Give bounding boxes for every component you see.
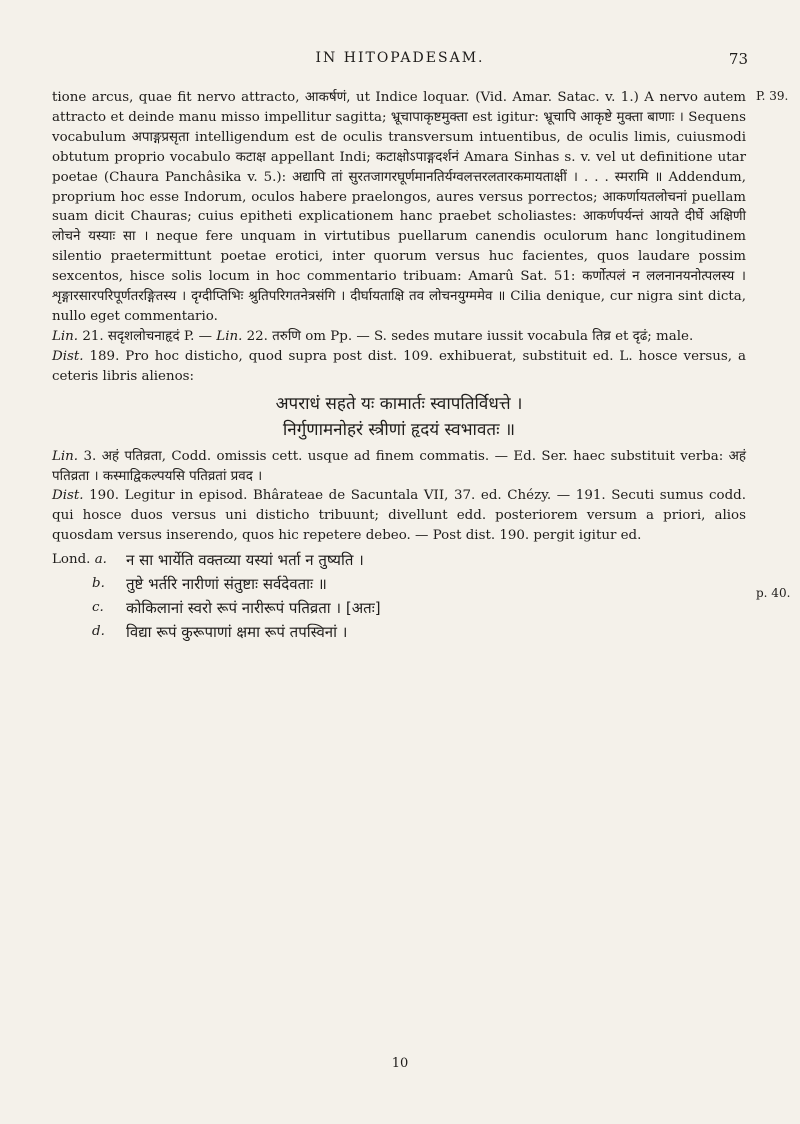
verse-line: Lond. a. न सा भार्येति वक्तव्या यस्यां भर्ता न तुष्यति । xyxy=(52,551,364,570)
inserted-verse xyxy=(52,391,746,443)
margin-note-p39: P. 39. xyxy=(756,89,789,103)
margin-note-p40: p. 40. xyxy=(756,586,791,600)
commentary-paragraph: tione arcus, quae fit nervo attracto, आकर्षणं, ut Indice loquar. (Vid. Amar. Satac. v. 1.) A nervo autem attracto et deinde manu misso impellitur sagitta; भ्रूचापाकृष्टमुक्ता est igitur: भ्रूचापि आकृष्टे मुक्ता बाणाः । Sequens vocabulum अपाङ्गप्रसृता intelligendum est de oculis transversum intuentibus, de oculis limis, cuiusmodi obtutum proprio vocabulo कटाक्ष appellant Indi; कटाक्षोऽपाङ्गदर्शनं Amara Sinhas s. v. vel ut definitione utar poetae (Chaura Panchâsika v. 5.): अद्यापि तां सुरतजागरघूर्णमानतिर्यग्वलत्तरलतारकमायताक्षीं । . . . स्मरामि ॥ Addendum, proprium hoc esse Indorum, oculos habere praelongos, aures versus porrectos; आकर्णायतलोचनां puellam suam dicit Chauras; cuius epitheti explicationem hanc praebet scholiastes: आकर्णपर्यन्तं आयते दीर्घे अक्षिणी लोचने यस्याः सा । neque fere unquam in virtutibus puellarum canendis oculorum hanc longitudinem silentio praetermittunt poetae erotici, inter quorum versus huc facientes, quos laudare possim sexcentos, hisce solis locum in hoc commentario tribuam: Amarû Sat. 51: कर्णोत्पलं न ललनानयनोत्पलस्य । शृङ्गारसारपरिपूर्णतरङ्गितस्य । दृग्दीप्तिभिः श्रुतिपरिगतनेत्रसंगि । दीर्घायताक्षि तव लोचनयुग्ममेव ॥ Cilia denique, cur nigra sint dicta, nullo eget commentario. xyxy=(52,90,746,324)
running-header xyxy=(0,50,800,76)
page-body xyxy=(52,88,746,646)
verse-line: अपराधं सहते यः कामार्तः स्वापतिर्विधत्ते । xyxy=(275,393,523,414)
page-number: 73 xyxy=(728,50,748,68)
london-edition-verses xyxy=(52,548,746,644)
note-dist-189: Dist. 189. Pro hoc disticho, quod supra post dist. 109. exhibuerat, substituit ed. L. hosce versus, a ceteris libris alienos: xyxy=(52,348,746,384)
verse-line: d. विद्या रूपं कुरूपाणां क्षमा रूपं तपस्विनां । xyxy=(92,623,348,642)
signature-mark: 10 xyxy=(391,1056,409,1071)
verse-line: b. तुष्टे भर्तरि नारीणां संतुष्टाः सर्वदेवताः ॥ xyxy=(92,575,327,594)
note-line-21-22: Lin. 21. सदृशलोचनाहृदं P. — Lin. 22. तरुणि om Pp. — S. sedes mutare iussit vocabula तिव्र et दृढं; male. xyxy=(52,328,694,344)
note-line-3: Lin. 3. अहं पतिव्रता, Codd. omissis cett. usque ad finem commatis. — Ed. Ser. haec substituit verba: अहं पतिव्रता । कस्माद्विकल्पयसि पतिव्रतां प्रवद । xyxy=(52,448,747,484)
note-dist-190: Dist. 190. Legitur in episod. Bhârateae de Sacuntala VII, 37. ed. Chézy. — 191. Secuti sumus codd. qui hosce duos versus uni disticho tribuunt; divellunt edd. posteriorem versum a priori, alios quosdam versus inserendo, quos hic repetere debeo. — Post dist. 190. pergit igitur ed. xyxy=(52,488,746,544)
running-head: IN HITOPADESAM. xyxy=(315,50,485,66)
verse-line: निर्गुणामनोहरं स्त्रीणां हृदयं स्वभावतः ॥ xyxy=(282,419,516,440)
verse-line: c. कोकिलानां स्वरो रूपं नारीरूपं पतिव्रता । [अतः] xyxy=(92,599,381,618)
